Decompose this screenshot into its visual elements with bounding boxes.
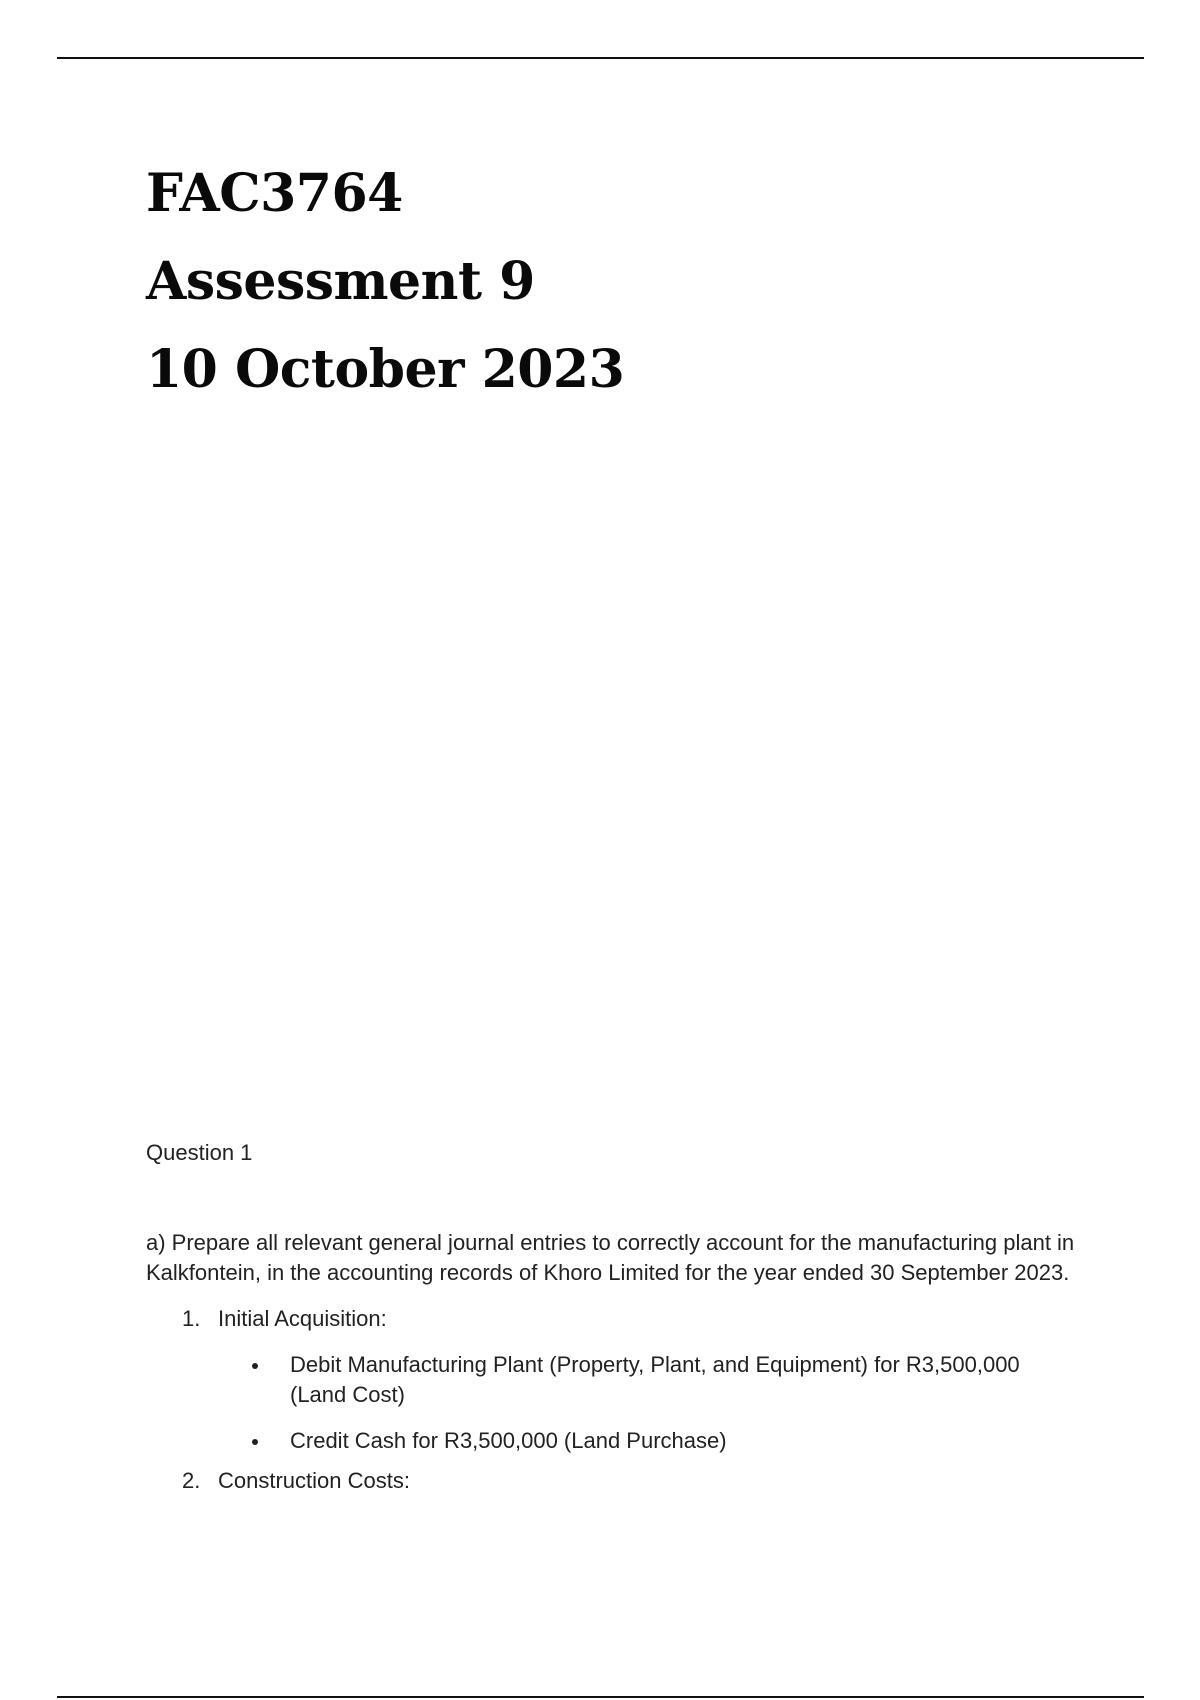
list-item — [146, 1466, 1076, 1496]
question-section — [146, 1138, 1076, 1496]
list-item — [146, 1350, 1076, 1410]
step-bullets — [146, 1350, 1076, 1456]
step-label: Initial Acquisition: — [218, 1306, 387, 1331]
list-item — [146, 1426, 1076, 1456]
list-item — [146, 1304, 1076, 1456]
bullet-text: Credit Cash for R3,500,000 (Land Purchase) — [290, 1428, 727, 1453]
course-code: FAC3764 — [146, 163, 403, 224]
journal-steps-list — [146, 1304, 1076, 1496]
assessment-date: 10 October 2023 — [146, 339, 625, 400]
bullet-icon — [252, 1363, 258, 1369]
step-number: 2. — [182, 1468, 201, 1493]
bullet-icon — [252, 1439, 258, 1445]
step-number: 1. — [182, 1306, 201, 1331]
question-intro: a) Prepare all relevant general journal entries to correctly account for the manufacturing plant in Kalkfontein, in the accounting records of Khoro Limited for the year ended 30 September 2023. — [146, 1230, 1075, 1285]
bottom-divider — [57, 1696, 1144, 1698]
bullet-text: Debit Manufacturing Plant (Property, Plant, and Equipment) for R3,500,000 (Land Cost) — [290, 1352, 1020, 1407]
step-label: Construction Costs: — [218, 1468, 410, 1493]
title-block — [146, 150, 624, 414]
question-heading: Question 1 — [146, 1140, 253, 1165]
top-divider — [57, 57, 1144, 59]
assessment-title: Assessment 9 — [146, 251, 535, 312]
